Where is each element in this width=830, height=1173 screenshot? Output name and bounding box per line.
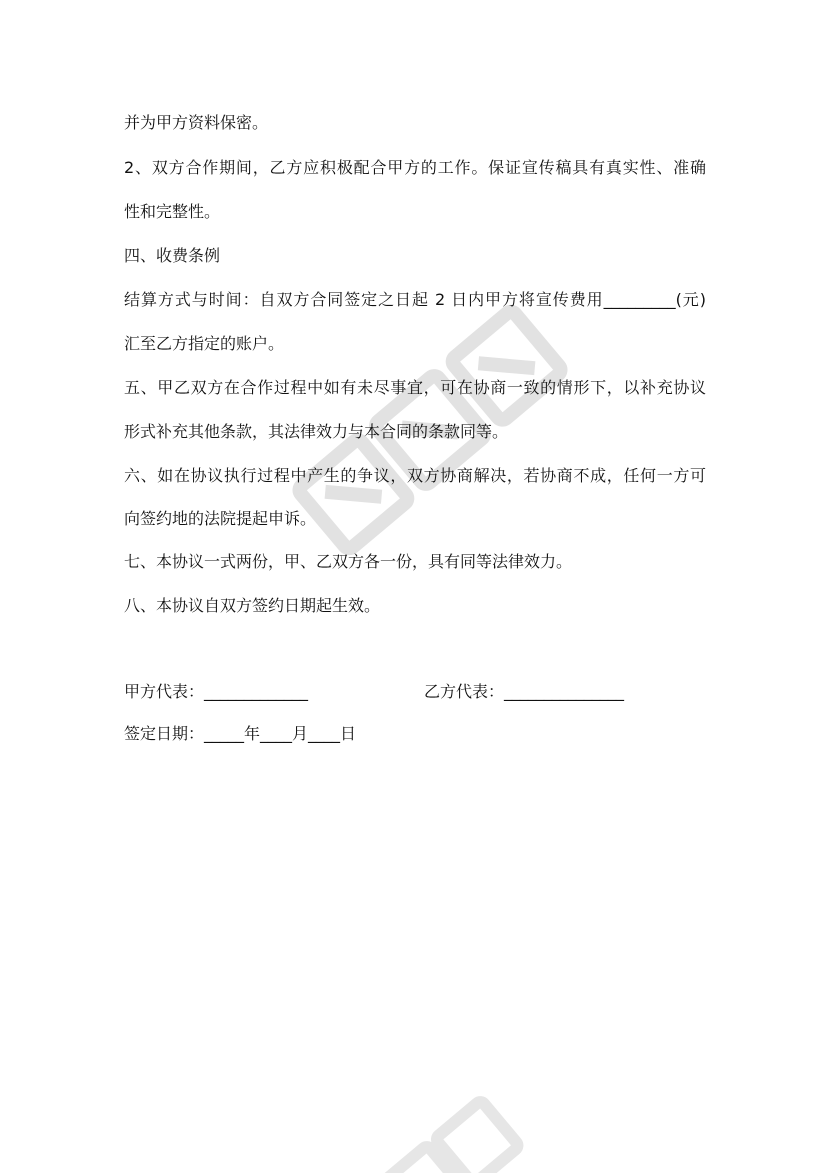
paragraph-line: 六、如在协议执行过程中产生的争议，双方协商解决，若协商不成，任何一方可: [124, 466, 706, 485]
paragraph-line: 向签约地的法院提起申诉。: [124, 509, 317, 528]
paragraph-line: 并为甲方资料保密。: [124, 113, 269, 132]
paragraph-line: 汇至乙方指定的账户。: [124, 334, 285, 353]
paragraph-line: 七、本协议一式两份，甲、乙双方各一份，具有同等法律效力。: [124, 552, 573, 571]
paragraph-line: 结算方式与时间：自双方合同签定之日起 2 日内甲方将宣传费用_________(元): [124, 290, 706, 309]
paragraph-line: 性和完整性。: [124, 202, 221, 221]
party-a-signature-field: 甲方代表：_____________: [124, 682, 309, 701]
section-heading: 四、收费条例: [124, 246, 221, 265]
paragraph-line: 形式补充其他条款，其法律效力与本合同的条款同等。: [124, 422, 509, 441]
party-b-signature-field: 乙方代表：_______________: [424, 682, 625, 701]
paragraph-line: 2、双方合作期间，乙方应积极配合甲方的工作。保证宣传稿具有真实性、准确: [124, 158, 706, 177]
signing-date-field: 签定日期：_____年____月____日: [124, 724, 357, 743]
paragraph-line: 八、本协议自双方签约日期起生效。: [124, 596, 381, 615]
paragraph-line: 五、甲乙双方在合作过程中如有未尽事宜，可在协商一致的情形下，以补充协议: [124, 378, 706, 397]
watermark-logo-bottom: [300, 1085, 560, 1173]
